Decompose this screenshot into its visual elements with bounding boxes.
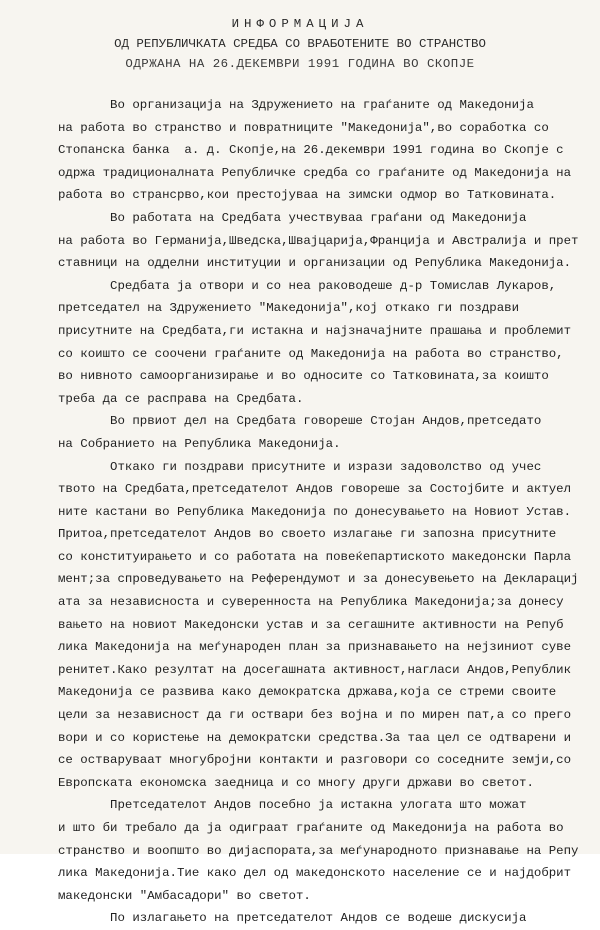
text-line: со конституирањето и со работата на повеќепартиското македонски Парла <box>58 549 572 564</box>
text-line: вори и со користење на демократски средства.За таа цел се одтварени и <box>58 730 572 745</box>
text-line: и што би требало да ја одиграат граѓаните од Македонија на работа во <box>58 821 564 835</box>
text-line: со коишто се соочени граѓаните од Македонија на работа во странство, <box>58 346 564 361</box>
document-title: ИНФОРМАЦИЈА <box>231 17 369 31</box>
text-line: ата за независноста и суверенноста на Република Македонија;за донесу <box>58 595 564 610</box>
text-line: Македонија се развива како демократска држава,која се стреми своите <box>58 685 557 700</box>
document-dateline: ОДРЖАНА НА 26.ДЕКЕМВРИ 1991 ГОДИНА ВО СКОПЈЕ <box>125 57 475 71</box>
text-line: ренитет.Како резултат на досегашната активност,нагласи Андов,Републик <box>58 662 572 677</box>
text-line: се остваруваат многубројни контакти и разговори со соседните земји,со <box>58 753 572 768</box>
text-line: Во работата на Средбата учествуваа граѓани од Македонија <box>58 210 527 225</box>
text-line: мент;за спроведувањето на Референдумот и за донесувењето на Декларациј <box>58 572 579 587</box>
text-line: во нивното самоорганизирање и во односите со Татковината,за коишто <box>58 369 549 384</box>
text-line: треба да се расправа на Средбата. <box>58 391 304 406</box>
text-line: на Собранието на Република Македонија. <box>58 436 341 451</box>
text-line: Европската економска заедница и со многу други држави во светот. <box>58 775 534 790</box>
text-line: лика Македонија.Тие како дел од македонското население се и најдобрит <box>58 866 572 881</box>
text-line: По излагањето на претседателот Андов се водеше дискусија <box>58 911 527 926</box>
text-line: на работа во странство и повратниците "Македонија",во соработка со <box>58 120 549 135</box>
text-line: работа во странсрво,кои престојуваа на зимски одмор во Татковината. <box>58 188 557 203</box>
text-line: твото на Средбата,претседателот Андов говореше за Состојбите и актуел <box>58 482 572 497</box>
text-line: лика Македонија на меѓународен план за признавањето на нејзиниот суве <box>58 640 572 655</box>
text-line: на работа во Германија,Шведска,Швајцарија,Франција и Австралија и прет <box>58 233 579 248</box>
text-line: ните кастани во Република Македонија по донесувањето на Новиот Устав. <box>58 504 572 519</box>
text-line: македонски "Амбасадори" во светот. <box>58 888 311 903</box>
text-line: ставници на одделни институции и организации од Република Македонија. <box>58 256 572 271</box>
text-line: Средбата ја отвори и со неа раководеше д-р Томислав Лукаров, <box>58 278 557 293</box>
text-line: вањето на новиот Македонски устав и за сегашните активности на Репуб <box>58 617 564 632</box>
text-line: Во првиот дел на Средбата говореше Стојан Андов,претседато <box>58 414 542 429</box>
text-line: Стопанска банка а. д. Скопје,на 26.декември 1991 година во Скопје с <box>58 143 564 158</box>
text-line: претседател на Здружението "Македонија",кој откако ги поздрави <box>58 301 520 316</box>
text-line: Откако ги поздрави присутните и изрази задоволство од учес <box>58 459 542 474</box>
text-line: странство и воопшто во дијаспората,за меѓународното признавање на Репу <box>58 843 579 858</box>
text-line: Претседателот Андов посебно ја истакна улогата што можат <box>58 798 527 813</box>
document-header <box>0 14 600 74</box>
text-line: Во организација на Здружението на граѓаните од Македонија <box>58 98 534 112</box>
document-subtitle: ОД РЕПУБЛИЧКАТА СРЕДБА СО ВРАБОТЕНИТЕ ВО СТРАНСТВО <box>114 37 486 51</box>
text-line: одржа традиционалната Републичке средба со граѓаните од Македонија на <box>58 165 572 180</box>
text-line: Притоа,претседателот Андов во своето излагање ги запозна присутните <box>58 527 557 542</box>
text-line: цели за независност да ги оствари без војна и по мирен пат,а со прего <box>58 708 572 723</box>
text-line: присутните на Средбата,ги истакна и најзначајните прашања и проблемит <box>58 323 572 338</box>
document-body <box>58 94 582 930</box>
